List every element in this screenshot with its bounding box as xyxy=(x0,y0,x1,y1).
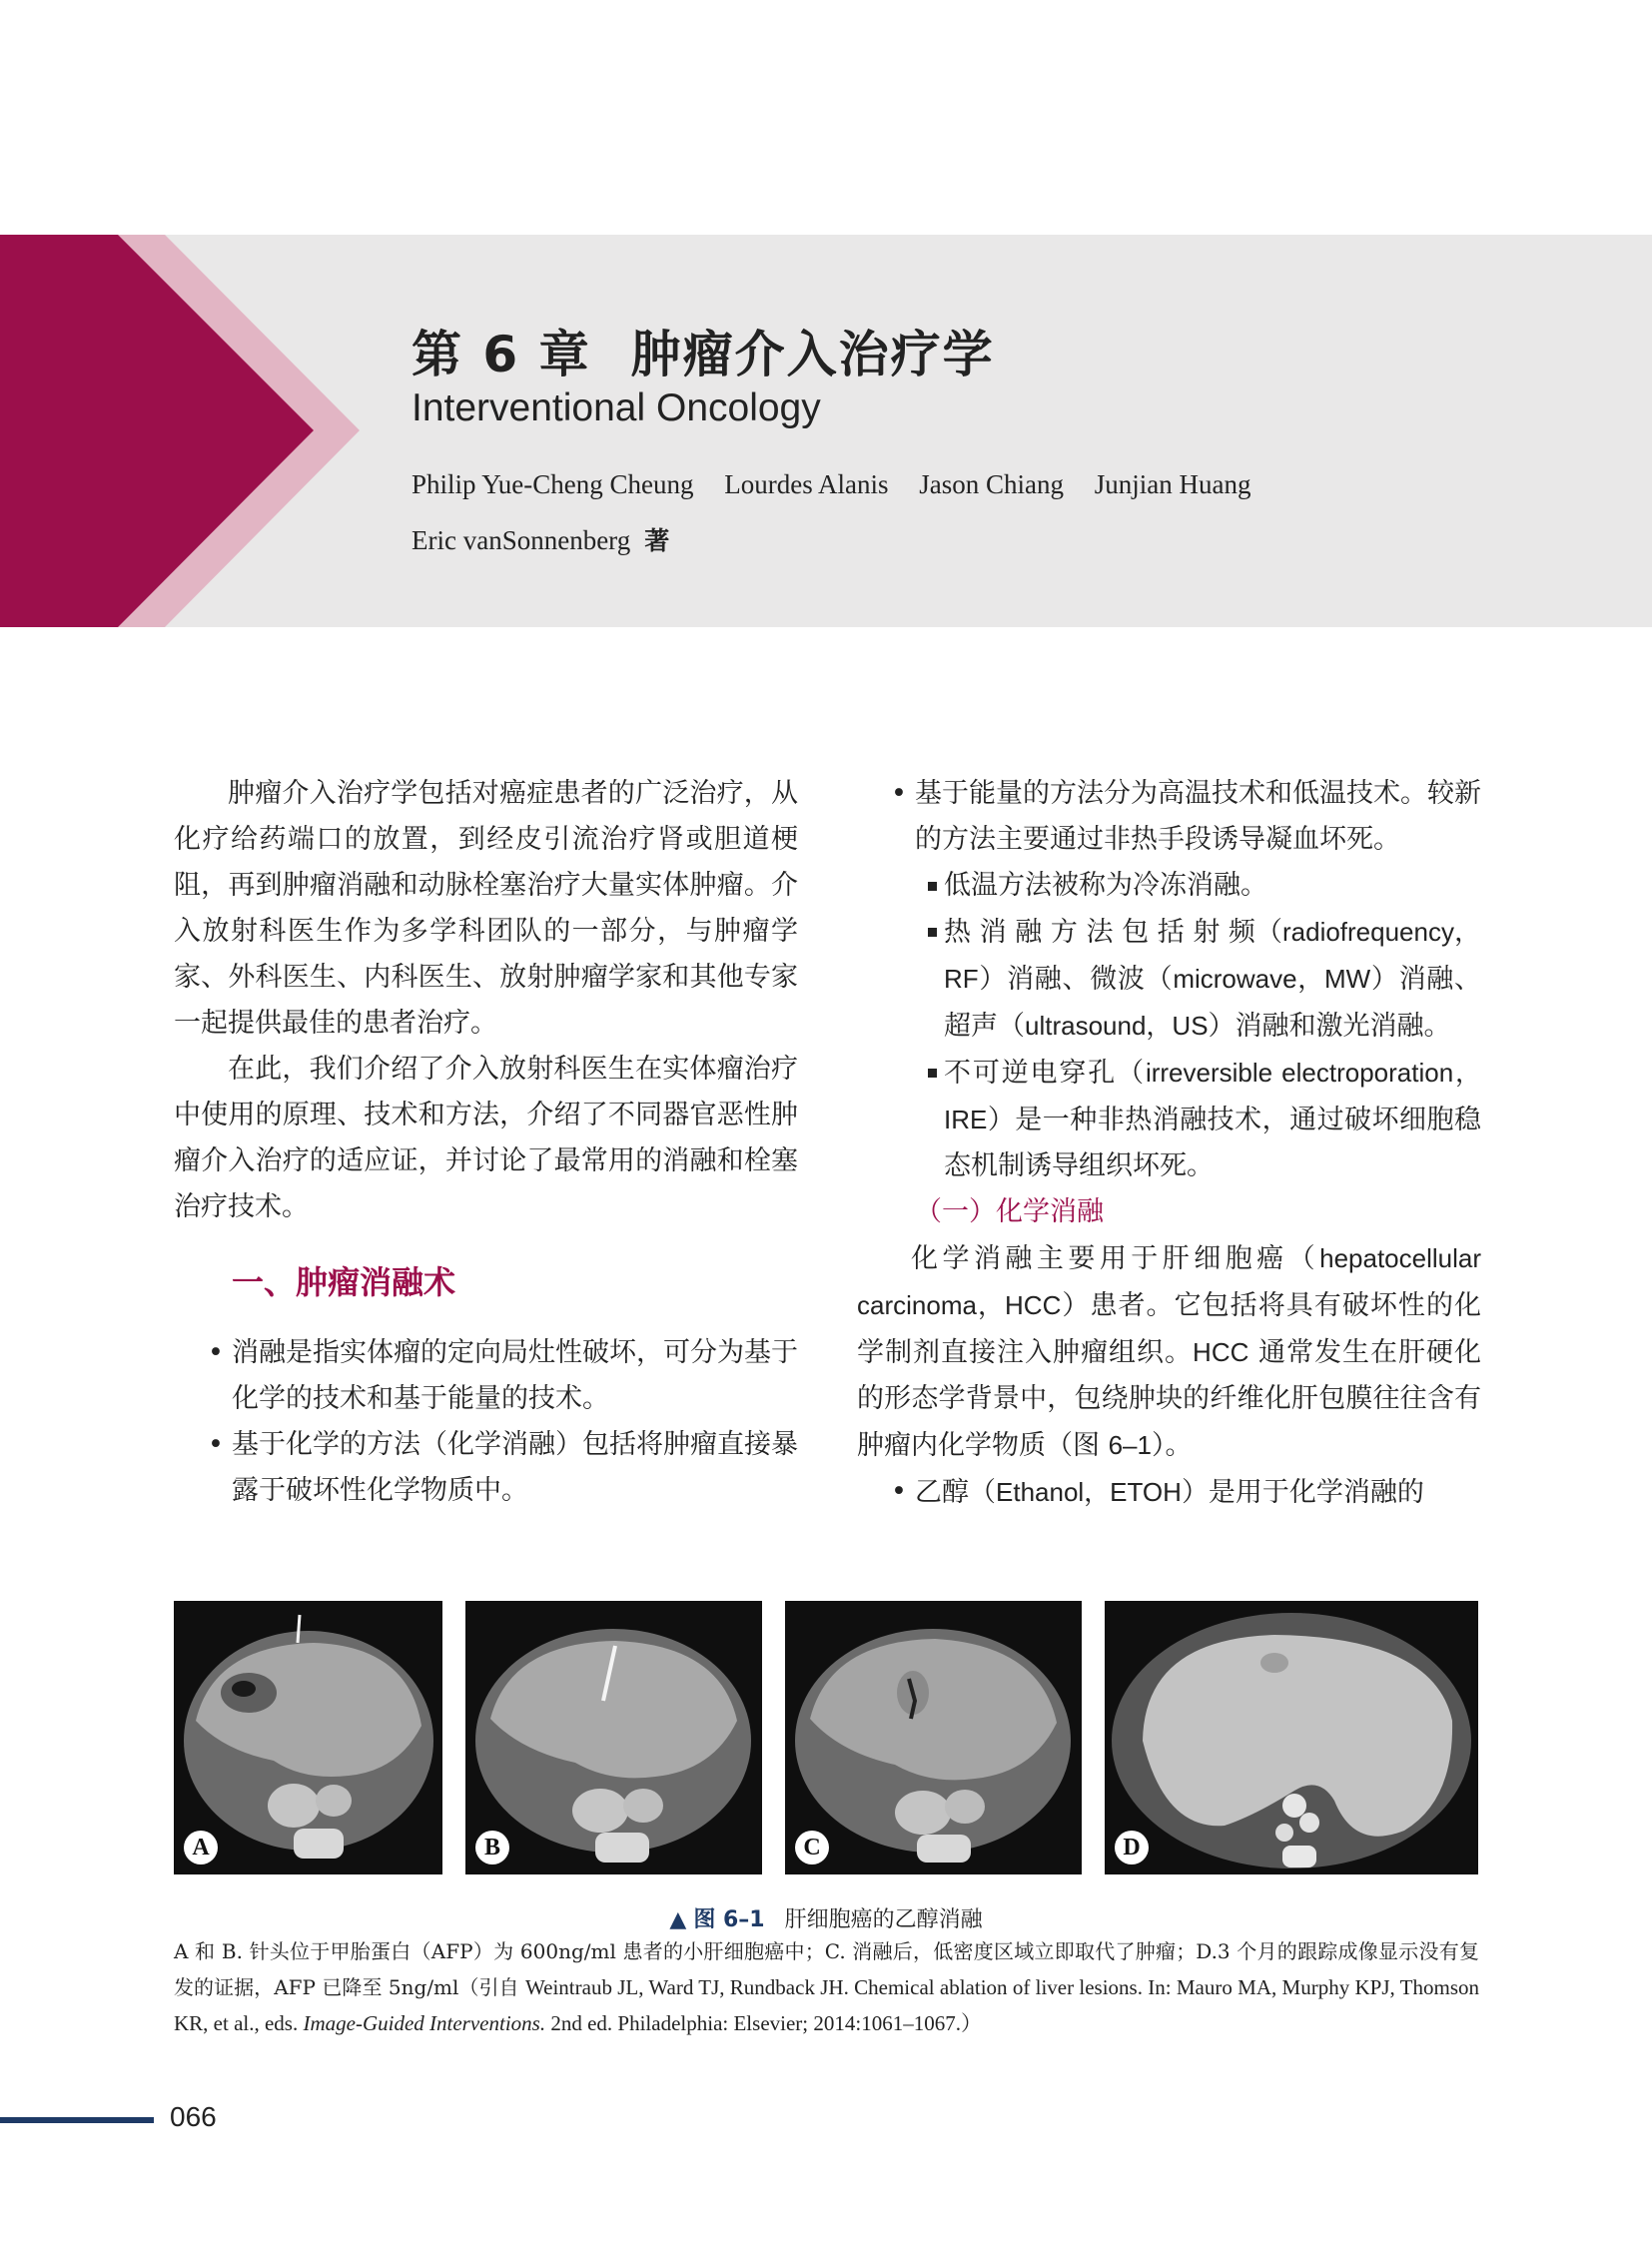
right-column xyxy=(857,771,1481,1516)
author-suffix: 著 xyxy=(644,526,670,555)
author: Lourdes Alanis xyxy=(724,469,889,499)
figure-panel-d xyxy=(1105,1601,1478,1874)
chapter-name: 肿瘤介入治疗学 xyxy=(630,326,995,383)
chapter-number: 第 6 章 xyxy=(412,326,591,383)
bullet-item: • 基于能量的方法分为高温技术和低温技术。较新的方法主要通过非热手段诱导凝血坏死。 xyxy=(857,771,1481,863)
figure-number: 图 6–1 xyxy=(693,1907,765,1932)
author: Philip Yue-Cheng Cheung xyxy=(412,469,694,499)
ct-scan-image xyxy=(465,1601,762,1874)
subsection-heading: （一）化学消融 xyxy=(915,1196,1104,1227)
bullet-item: • 乙醇（Ethanol，ETOH）是用于化学消融的 xyxy=(857,1469,1481,1516)
ct-scan-image xyxy=(1105,1601,1478,1874)
sub-bullet-item: 不可逆电穿孔（irreversible electroporation，IRE）是一种非热消融技术，通过破坏细胞稳态机制诱导组织坏死。 xyxy=(857,1050,1481,1189)
bullet-item: • 基于化学的方法（化学消融）包括将肿瘤直接暴露于破坏性化学物质中。 xyxy=(174,1422,798,1514)
caption-marker: ▲ xyxy=(669,1907,687,1932)
author: Junjian Huang xyxy=(1094,469,1251,499)
section-heading: 一、肿瘤消融术 xyxy=(232,1263,456,1301)
footer-bar xyxy=(0,2117,154,2123)
intro-paragraph: 在此，我们介绍了介入放射科医生在实体瘤治疗中使用的原理、技术和方法，介绍了不同器官恶性肿瘤介入治疗的适应证，并讨论了最常用的消融和栓塞治疗技术。 xyxy=(174,1054,798,1222)
ct-scan-image xyxy=(174,1601,442,1874)
left-column xyxy=(174,771,798,1514)
panel-label: A xyxy=(184,1831,218,1865)
body-paragraph: 化学消融主要用于肝细胞癌（hepatocellular carcinoma，HCC）患者。它包括将具有破坏性的化学制剂直接注入肿瘤组织。HCC 通常发生在肝硬化的形态学背景中，包绕肿块的纤维化肝包膜往往含有肿瘤内化学物质（图 6–1）。 xyxy=(857,1243,1482,1461)
author: Eric vanSonnenberg xyxy=(412,525,631,555)
author: Jason Chiang xyxy=(919,469,1064,499)
panel-label: C xyxy=(795,1831,829,1865)
banner-chevron-graphic xyxy=(0,235,360,627)
figure-panel-c xyxy=(785,1601,1082,1874)
figure-panel-a xyxy=(174,1601,442,1874)
intro-paragraph: 肿瘤介入治疗学包括对癌症患者的广泛治疗，从化疗给药端口的放置，到经皮引流治疗肾或胆道梗阻，再到肿瘤消融和动脉栓塞治疗大量实体肿瘤。介入放射科医生作为多学科团队的一部分，与肿瘤学家、外科医生、内科医生、放射肿瘤学家和其他专家一起提供最佳的患者治疗。 xyxy=(174,778,798,1039)
ct-scan-image xyxy=(785,1601,1082,1874)
bullet-item: • 消融是指实体瘤的定向局灶性破坏，可分为基于化学的技术和基于能量的技术。 xyxy=(174,1330,798,1422)
figure-caption-title xyxy=(0,1902,1652,1933)
page-number: 066 xyxy=(170,2101,217,2132)
author-list xyxy=(412,456,1274,569)
figure-title: 肝细胞癌的乙醇消融 xyxy=(784,1907,983,1932)
panel-label: B xyxy=(475,1831,509,1865)
chapter-banner xyxy=(0,235,1652,627)
panel-label: D xyxy=(1115,1831,1149,1865)
chapter-title xyxy=(412,315,995,386)
sub-bullet-item: 低温方法被称为冷冻消融。 xyxy=(857,863,1481,909)
chapter-subtitle: Interventional Oncology xyxy=(412,386,821,429)
figure-caption-body: A 和 B. 针头位于甲胎蛋白（AFP）为 600ng/ml 患者的小肝细胞癌中；C. 消融后，低密度区域立即取代了肿瘤；D.3 个月的跟踪成像显示没有复发的证据，AFP 已降至 5ng/ml（引自 Weintraub JL, Ward TJ, Rundback JH. Chemical ablation of liver lesions. In: Mauro MA, Murphy KPJ, Thomson KR, et al., eds. Image-Guided Interventions. 2nd ed. Philadelphia: Elsevier; 2014:1061–1067.） xyxy=(174,1939,1480,2035)
figure-panel-b xyxy=(465,1601,762,1874)
sub-bullet-item: 热 消 融 方 法 包 括 射 频（radiofrequency，RF）消融、微波（microwave，MW）消融、超声（ultrasound，US）消融和激光消融。 xyxy=(857,909,1481,1050)
